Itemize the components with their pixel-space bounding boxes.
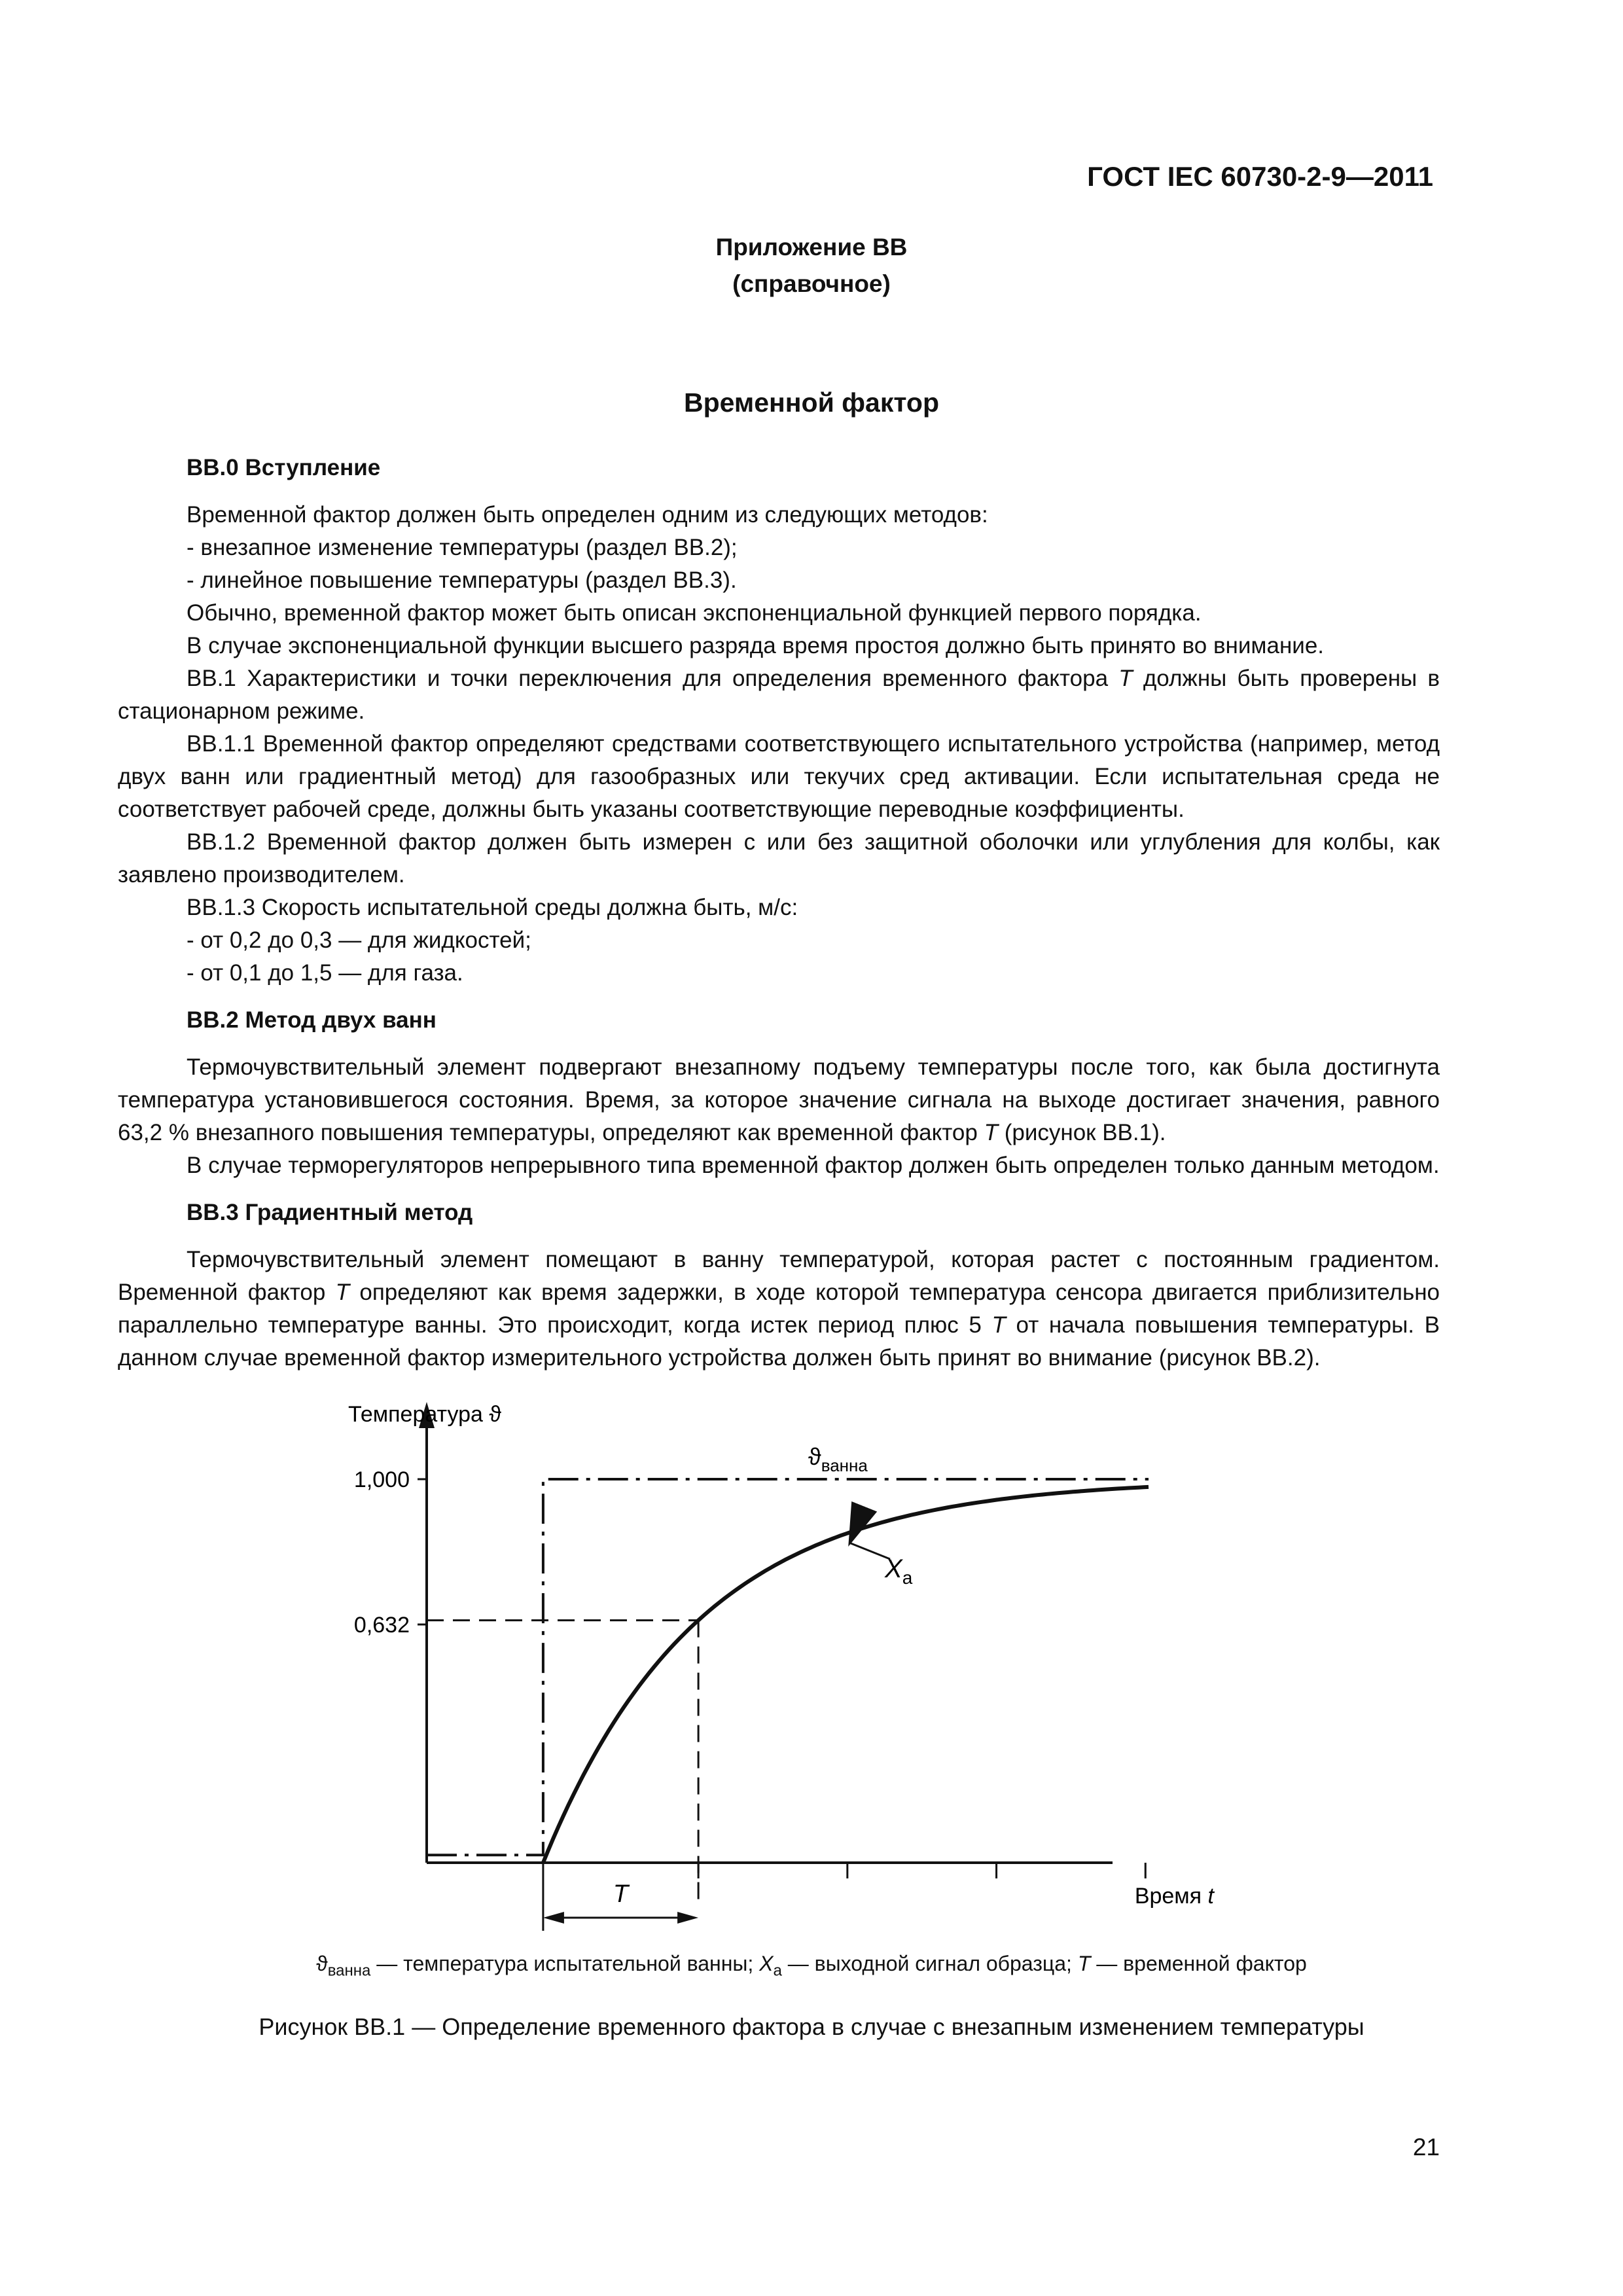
x-axis-label-text: Время [1134,1884,1208,1909]
paragraph: В случае терморегуляторов непрерывного типа временной фактор должен быть определен только данным методом. [187,1153,1440,1178]
x-ticks [698,1863,1145,1878]
xa-label-symbol: X [885,1554,902,1583]
paragraph-bb1-3: ВВ.1.3 Скорость испытательной среды должна быть, м/с: [187,895,798,920]
var-t: T [1118,666,1133,691]
x-axis-label [1135,1884,1215,1909]
y-tick-label-0632: 0,632 [353,1613,410,1638]
paragraph-bb1-1: ВВ.1.1 Временной фактор определяют средствами соответствующего испытательного устройства (например, метод двух ванн или градиентный метод) для газообразных или текучих сред активации. Если испытательная среда не соответствует рабочей среде, должны быть указаны соответствующие переводные коэффициенты. [118,731,1440,822]
series-output-signal [543,1487,1149,1863]
appendix-title [0,229,1623,302]
bath-label-symbol: ϑ [808,1443,821,1470]
paragraph: Обычно, временной фактор может быть описан экспоненциальной функцией первого порядка. [187,600,1202,626]
figure-caption: Рисунок ВВ.1 — Определение временного фактора в случае с внезапным изменением температуры [259,2013,1364,2040]
xa-label [884,1554,913,1588]
list-item: - от 0,1 до 1,5 — для газа. [187,960,463,986]
paragraph [118,1244,1440,1374]
text: должны быть проверены в стационарном режиме. [118,666,1440,724]
heading-bb3: ВВ.3 Градиентный метод [187,1200,473,1225]
y-axis-label: Температура ϑ [348,1402,501,1427]
text: Термочувствительный элемент подвергают внезапному подъему температуры после того, как была достигнута температура установившегося состояния. Время, за которое значение сигнала на выходе достигает значения, равного 63,2 % внезапного повышения температуры, определяют как временной фактор [118,1054,1440,1145]
heading-bb0: ВВ.0 Вступление [187,455,381,480]
document-code: ГОСТ IEC 60730-2-9—2011 [1087,161,1433,192]
figure-legend [0,1952,1623,1980]
legend-text: — температура испытательной ванны; [370,1952,760,1975]
list-item: - внезапное изменение температуры (раздел ВВ.2); [187,535,738,560]
legend-text: — временной фактор [1090,1952,1307,1975]
series-bath-temperature [427,1479,1149,1855]
bath-label-sub: ванна [821,1456,868,1475]
legend-bath-symbol: ϑ [316,1952,328,1975]
legend-t-symbol: T [1077,1952,1091,1975]
section-title: Временной фактор [683,387,940,418]
var-t: T [991,1312,1006,1338]
paragraph: В случае экспоненциальной функции высшего разряда время простоя должно быть принято во внимание. [187,633,1325,658]
list-item: - линейное повышение температуры (раздел ВВ.3). [187,567,737,593]
legend-bath-sub: ванна [327,1962,371,1980]
paragraph-bb1 [118,662,1440,728]
figure-bb1 [0,1388,1623,1954]
xa-label-sub: а [902,1568,913,1588]
text: определяют как время задержки, в ходе которой температура сенсора двигается приблизительно параллельно температуре ванны. Это происходит, когда истек период плюс 5 [118,1280,1440,1338]
text: от начала повышения температуры. В данном случае временной фактор измерительного устройства должен быть принят во внимание (рисунок ВВ.2). [118,1312,1440,1371]
time-constant-chart [0,1388,1623,1950]
t-dimension-label: T [613,1880,629,1908]
paragraph [118,1051,1440,1149]
page-number: 21 [1412,2134,1440,2161]
y-tick-label-1000: 1,000 [353,1467,410,1492]
legend-text: — выходной сигнал образца; [781,1952,1078,1975]
document-body [118,452,1440,1374]
legend-x-sub: а [773,1962,782,1980]
bath-label [808,1443,868,1475]
appendix-note: (справочное) [732,270,891,297]
text: ВВ.1 Характеристики и точки переключения для определения временного фактора [187,666,1119,691]
legend-x-symbol: X [759,1952,774,1975]
t-dimension-arrow-left [543,1912,564,1924]
paragraph-bb1-2: ВВ.1.2 Временной фактор должен быть измерен с или без защитной оболочки или углубления для колбы, как заявлено производителем. [118,829,1440,888]
paragraph: Временной фактор должен быть определен одним из следующих методов: [187,502,988,528]
text: Термочувствительный элемент помещают в ванну температурой, которая растет с постоянным градиентом. Временной фактор [118,1247,1440,1305]
var-t: T [984,1120,998,1145]
var-t: T [335,1280,350,1305]
list-item: - от 0,2 до 0,3 — для жидкостей; [187,927,531,953]
xa-pointer [849,1543,890,1559]
heading-bb2: ВВ.2 Метод двух ванн [187,1007,437,1033]
t-dimension-arrow-right [677,1912,698,1924]
text: (рисунок ВВ.1). [997,1120,1166,1145]
x-axis-label-var: t [1207,1884,1214,1909]
appendix-label: Приложение ВВ [715,234,908,260]
